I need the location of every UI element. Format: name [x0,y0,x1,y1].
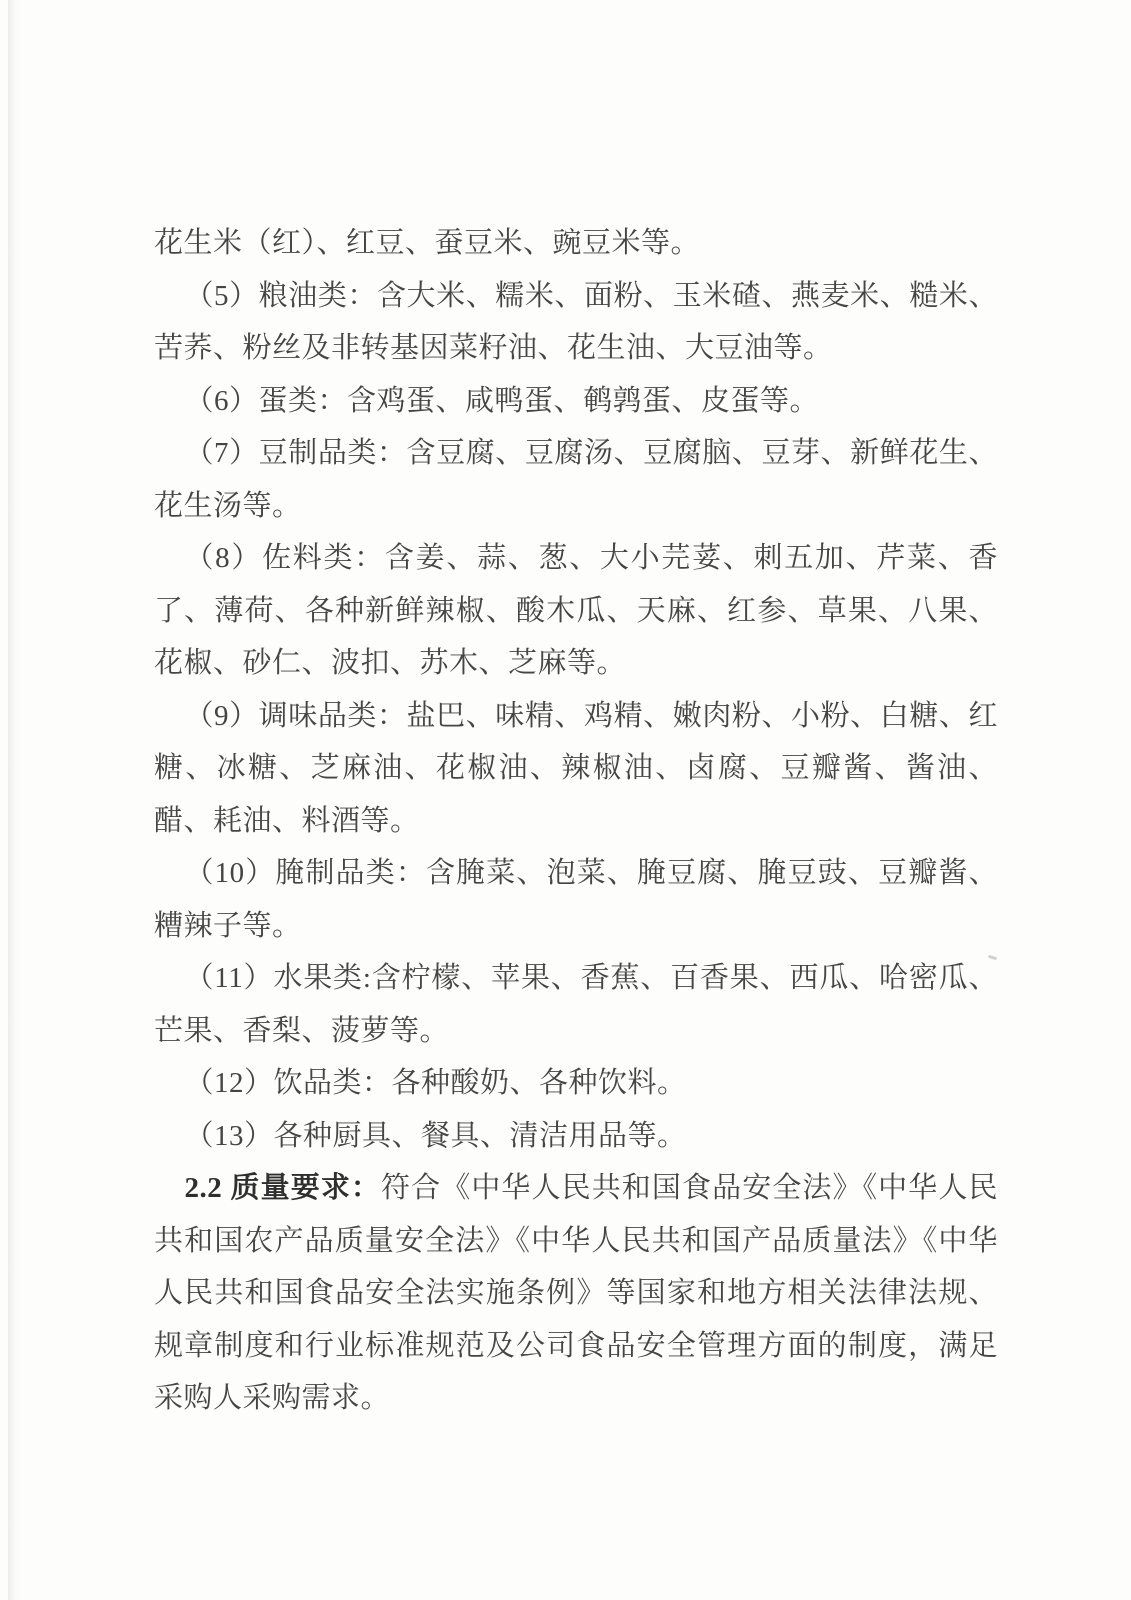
para-continuation-legumes: 花生米（红）、红豆、蚕豆米、豌豆米等。 [154,227,701,259]
para-quality-requirements [154,1162,998,1425]
quality-requirements-heading: 2.2 质量要求： [184,1172,382,1204]
para-item-6-eggs: （6）蛋类：含鸡蛋、咸鸭蛋、鹌鹑蛋、皮蛋等。 [184,384,819,417]
para-item-8-seasonings: （8）佐料类：含姜、蒜、葱、大小芫荽、刺五加、芹菜、香了、薄荷、各种新鲜辣椒、酸木瓜、天麻、红参、草果、八果、花椒、砂仁、波扣、苏木、芝麻等。 [154,542,998,679]
quality-requirements-text: 符合《中华人民共和国食品安全法》《中华人民共和国农产品质量安全法》《中华人民共和国产品质量法》《中华人民共和国食品安全法实施条例》等国家和地方相关法律法规、规章制度和行业标准规范及公司食品安全管理方面的制度，满足采购人采购需求。 [154,1172,998,1414]
para-item-12-drinks: （12）饮品类：各种酸奶、各种饮料。 [184,1067,687,1099]
document-body [154,217,998,1425]
para-item-5-grain-oil: （5）粮油类：含大米、糯米、面粉、玉米碴、燕麦米、糙米、苦荞、粉丝及非转基因菜籽油、花生油、大豆油等。 [154,279,998,364]
para-item-7-soy-products: （7）豆制品类：含豆腐、豆腐汤、豆腐脑、豆芽、新鲜花生、花生汤等。 [154,437,998,522]
para-item-10-pickled: （10）腌制品类：含腌菜、泡菜、腌豆腐、腌豆豉、豆瓣酱、糟辣子等。 [154,857,998,942]
para-item-9-condiments: （9）调味品类：盐巴、味精、鸡精、嫩肉粉、小粉、白糖、红糖、冰糖、芝麻油、花椒油、辣椒油、卤腐、豆瓣酱、酱油、醋、耗油、料酒等。 [154,699,998,837]
scan-edge-artifact [8,0,22,1600]
para-item-11-fruits: （11）水果类:含柠檬、苹果、香蕉、百香果、西瓜、哈密瓜、芒果、香梨、菠萝等。 [154,962,998,1047]
para-item-13-utensils: （13）各种厨具、餐具、清洁用品等。 [184,1119,687,1152]
